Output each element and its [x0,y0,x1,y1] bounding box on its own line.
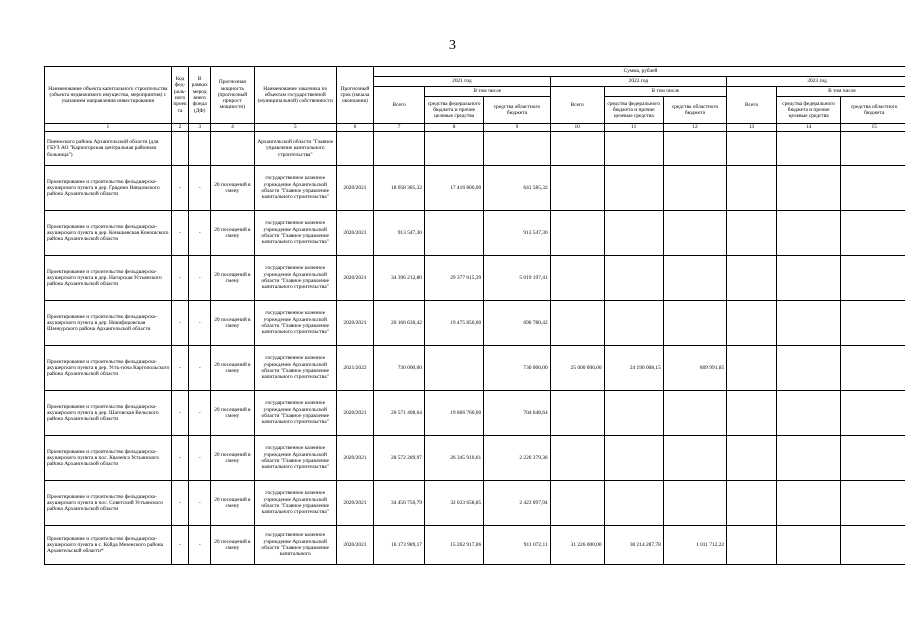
capacity-cell: 20 посещений в смену [211,436,255,481]
fund-cell: - [189,301,211,346]
regional-2023-cell [841,526,905,565]
regional-2023-cell [841,166,905,211]
project-code-cell: - [171,436,189,481]
object-name-cell: Проектирование и строительство фельдшерско-акушерского пункта в дер. Никифоровская Шенкурского района Архангельской области [45,301,172,346]
capacity-cell: 20 посещений в смену [211,166,255,211]
capacity-cell [211,132,255,166]
customer-cell: государственное казенное учреждение Архангельской области "Главное управление капитального строительства" [254,346,336,391]
total-2021-cell: 28 572 289,97 [374,436,425,481]
federal-2021-cell [425,132,484,166]
customer-cell: государственное казенное учреждение Архангельской области "Главное управление капитального строительства" [254,391,336,436]
federal-2023-cell [776,211,840,256]
column-index: 11 [604,124,663,132]
column-index: 12 [663,124,726,132]
federal-2022-cell: 30 214 287,78 [604,526,663,565]
capacity-cell: 20 посещений в смену [211,526,255,565]
column-index: 8 [425,124,484,132]
federal-2022-cell [604,211,663,256]
object-name-cell: Проектирование и строительство фельдшерско-акушерского пункта в дер. Конашевская Коношского района Архангельской области [45,211,172,256]
fund-cell: - [189,391,211,436]
period-cell: 2020/2021 [336,211,373,256]
object-name-cell: Проектирование и строительство фельдшерско-акушерского пункта в дер. Шаговская Вельского района Архангельской области [45,391,172,436]
fund-cell [189,132,211,166]
period-cell: 2020/2021 [336,436,373,481]
table-row [45,481,905,526]
customer-cell: Архангельской области "Главное управление капитального строительства" [254,132,336,166]
header-total-2022: Всего [550,87,604,124]
regional-2021-cell: 2 226 379,36 [484,436,550,481]
header-federal-2022: средства федерального бюджета и прочие целевые средства [604,97,663,124]
header-federal-2021: средства федерального бюджета и прочие целевые средства [425,97,484,124]
project-code-cell: - [171,256,189,301]
total-2021-cell: 20 571 408,64 [374,391,425,436]
project-code-cell: - [171,301,189,346]
column-index: 9 [484,124,550,132]
regional-2021-cell: 913 547,30 [484,211,550,256]
table-row [45,256,905,301]
regional-2023-cell [841,481,905,526]
total-2023-cell [727,166,777,211]
table-row [45,391,905,436]
total-2022-cell: 25 000 000,00 [550,346,604,391]
column-index: 3 [189,124,211,132]
table-row [45,211,905,256]
federal-2023-cell [776,481,840,526]
regional-2023-cell [841,256,905,301]
total-2023-cell [727,132,777,166]
regional-2021-cell: 911 072,11 [484,526,550,565]
regional-2022-cell: 1 011 712,22 [663,526,726,565]
federal-2021-cell: 26 345 910,61 [425,436,484,481]
capacity-cell: 20 посещений в смену [211,211,255,256]
capacity-cell: 20 посещений в смену [211,481,255,526]
column-index: 13 [727,124,777,132]
object-name-cell: Проектирование и строительство фельдшерско-акушерского пункта в дер. Усть-поча Каргопольского района Архангельской области [45,346,172,391]
table-row [45,301,905,346]
total-2023-cell [727,391,777,436]
total-2023-cell [727,211,777,256]
total-2022-cell [550,391,604,436]
federal-2021-cell [425,211,484,256]
period-cell: 2020/2021 [336,481,373,526]
federal-2023-cell [776,301,840,346]
header-total-2023: Всего [727,87,777,124]
total-2023-cell [727,436,777,481]
federal-2023-cell [776,166,840,211]
federal-2023-cell [776,526,840,565]
regional-2021-cell: 2 423 097,94 [484,481,550,526]
column-index: 4 [211,124,255,132]
federal-2023-cell [776,256,840,301]
total-2021-cell: 18 058 385,32 [374,166,425,211]
total-2022-cell [550,301,604,346]
period-cell: 2020/2021 [336,301,373,346]
regional-2021-cell: 690 780,42 [484,301,550,346]
project-code-cell: - [171,526,189,565]
total-2021-cell: 34 396 212,80 [374,256,425,301]
total-2023-cell [727,346,777,391]
total-2022-cell [550,481,604,526]
page-number: 3 [449,38,456,53]
column-index: 14 [776,124,840,132]
header-period: Прогнозный срок (начала окончания) [336,67,373,124]
fund-cell: - [189,526,211,565]
fund-cell: - [189,166,211,211]
total-2022-cell [550,436,604,481]
header-regional-2023: средства областного бюджета [841,97,905,124]
federal-2022-cell [604,481,663,526]
fund-cell: - [189,481,211,526]
federal-2021-cell: 15 262 917,06 [425,526,484,565]
federal-2022-cell [604,256,663,301]
regional-2021-cell: 5 019 197,41 [484,256,550,301]
regional-2022-cell [663,481,726,526]
total-2021-cell: 20 166 630,42 [374,301,425,346]
period-cell: 2021/2022 [336,346,373,391]
federal-2023-cell [776,436,840,481]
column-index: 5 [254,124,336,132]
total-2021-cell: 730 000,00 [374,346,425,391]
object-name-cell: Проектирование и строительство фельдшерско-акушерского пункта в дер. Нагорская Устьянского района Архангельской области [45,256,172,301]
object-name-cell: Пинежского района Архангельской области (для ГБУЗ АО "Карпогорская центральная районная больница") [45,132,172,166]
customer-cell: государственное казенное учреждение Архангельской области "Главное управление капитального строительства" [254,256,336,301]
total-2022-cell: 31 226 000,00 [550,526,604,565]
total-2021-cell: 16 173 989,17 [374,526,425,565]
customer-cell: государственное казенное учреждение Архангельской области "Главное управление капитального строительства" [254,211,336,256]
header-year-2022: 2022 год [550,77,727,87]
header-incl-2022: В том числе [604,87,727,97]
header-customer: Наименование заказчика по объектам государственной (муниципальной) собственности [254,67,336,124]
customer-cell: государственное казенное учреждение Архангельской области "Главное управление капитального строительства" [254,301,336,346]
regional-2023-cell [841,346,905,391]
header-project-code: Код фед-раль-ного проекта [171,67,189,124]
regional-2023-cell [841,132,905,166]
column-index: 1 [45,124,172,132]
federal-2022-cell [604,166,663,211]
header-incl-2021: В том числе [425,87,551,97]
regional-2022-cell [663,436,726,481]
header-amount: Сумма, рублей [374,67,905,77]
customer-cell: государственное казенное учреждение Архангельской области "Главное управление капитального строительства" [254,481,336,526]
header-total-2021: Всего [374,87,425,124]
project-code-cell: - [171,481,189,526]
project-code-cell [171,132,189,166]
federal-2023-cell [776,346,840,391]
project-code-cell: - [171,391,189,436]
capacity-cell: 20 посещений в смену [211,256,255,301]
regional-2023-cell [841,211,905,256]
capacity-cell: 20 посещений в смену [211,346,255,391]
customer-cell: государственное казенное учреждение Архангельской области "Главное управление капитального строительства" [254,436,336,481]
federal-2021-cell: 17 416 800,00 [425,166,484,211]
column-index: 6 [336,124,373,132]
column-index: 10 [550,124,604,132]
table-row [45,132,905,166]
period-cell: 2020/2021 [336,391,373,436]
table-row [45,346,905,391]
regional-2023-cell [841,436,905,481]
regional-2022-cell [663,166,726,211]
project-code-cell: - [171,211,189,256]
total-2022-cell [550,166,604,211]
header-year-2021: 2021 год [374,77,551,87]
total-2021-cell: 34 456 756,79 [374,481,425,526]
total-2022-cell [550,211,604,256]
column-index: 15 [841,124,905,132]
header-federal-2023: средства федерального бюджета и прочие целевые средства [776,97,840,124]
capacity-cell: 20 посещений в смену [211,301,255,346]
period-cell [336,132,373,166]
federal-2022-cell: 24 190 008,15 [604,346,663,391]
federal-2023-cell [776,391,840,436]
regional-2022-cell [663,256,726,301]
table-row [45,166,905,211]
regional-2023-cell [841,391,905,436]
object-name-cell: Проектирование и строительство фельдшерско-акушерского пункта в пос. Советский Устьянского района Архангельской области [45,481,172,526]
regional-2022-cell [663,391,726,436]
total-2022-cell [550,132,604,166]
period-cell: 2020/2021 [336,166,373,211]
federal-2021-cell: 19 866 760,00 [425,391,484,436]
total-2021-cell: 913 547,30 [374,211,425,256]
federal-2022-cell [604,301,663,346]
header-year-2023: 2023 год [727,77,905,87]
regional-2021-cell: 730 000,00 [484,346,550,391]
regional-2021-cell [484,132,550,166]
total-2023-cell [727,481,777,526]
header-regional-2022: средства областного бюджета [663,97,726,124]
total-2023-cell [727,301,777,346]
header-regional-2021: средства областного бюджета [484,97,550,124]
column-index: 7 [374,124,425,132]
fund-cell: - [189,256,211,301]
object-name-cell: Проектирование и строительство фельдшерско-акушерского пункта в с. Койда Мезенского района Архангельской области* [45,526,172,565]
object-name-cell: Проектирование и строительство фельдшерско-акушерского пункта в пос. Квазенга Устьянского района Архангельской области [45,436,172,481]
period-cell: 2020/2021 [336,526,373,565]
fund-cell: - [189,346,211,391]
project-code-cell: - [171,166,189,211]
federal-2023-cell [776,132,840,166]
table-row [45,436,905,481]
total-2021-cell [374,132,425,166]
federal-2021-cell [425,346,484,391]
header-fund: В рамках мерод внего фонда (ДФ) [189,67,211,124]
federal-2021-cell: 19 475 850,00 [425,301,484,346]
column-index: 2 [171,124,189,132]
regional-2023-cell [841,301,905,346]
federal-2021-cell: 32 033 658,85 [425,481,484,526]
investment-table [44,66,905,565]
total-2023-cell [727,526,777,565]
federal-2021-cell: 29 377 015,39 [425,256,484,301]
regional-2022-cell [663,211,726,256]
customer-cell: государственное казенное учреждение Архангельской области "Главное управление капитального [254,526,336,565]
table-row [45,526,905,565]
period-cell: 2020/2021 [336,256,373,301]
capacity-cell: 20 посещений в смену [211,391,255,436]
header-object: Наименование объекта капитального строительства (объекта недвижимого имущества, мероприятия) с указанием направления инвестирования [45,67,172,124]
total-2022-cell [550,256,604,301]
regional-2022-cell: 809 991,85 [663,346,726,391]
header-capacity: Прогнозная мощность (прогнозный прирост мощности) [211,67,255,124]
federal-2022-cell [604,132,663,166]
regional-2022-cell [663,301,726,346]
customer-cell: государственное казенное учреждение Архангельской области "Главное управление капитального строительства" [254,166,336,211]
federal-2022-cell [604,391,663,436]
federal-2022-cell [604,436,663,481]
fund-cell: - [189,436,211,481]
object-name-cell: Проектирование и строительство фельдшерско-акушерского пункта в дер. Грядино Няндомского района Архангельской области [45,166,172,211]
total-2023-cell [727,256,777,301]
regional-2021-cell: 704 648,64 [484,391,550,436]
project-code-cell: - [171,346,189,391]
fund-cell: - [189,211,211,256]
regional-2021-cell: 641 585,32 [484,166,550,211]
header-incl-2023: В том числе [776,87,905,97]
regional-2022-cell [663,132,726,166]
